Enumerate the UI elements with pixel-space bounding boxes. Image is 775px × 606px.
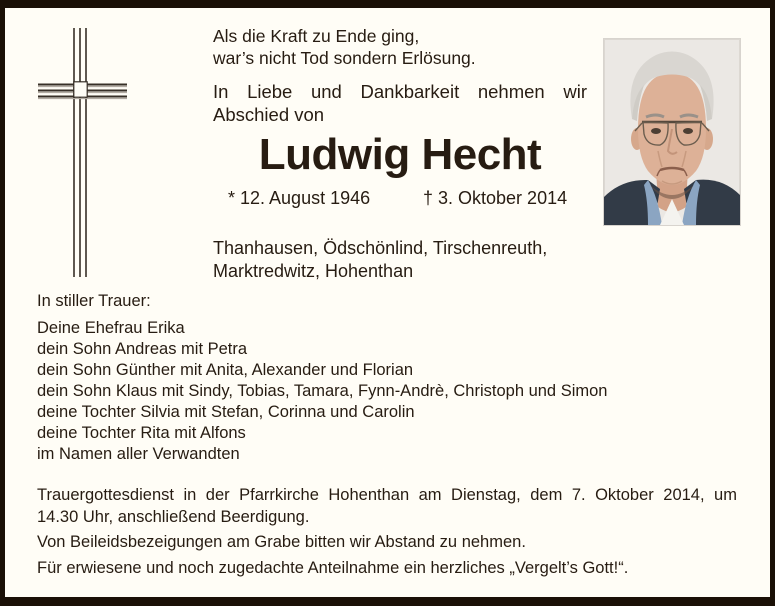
word: dem: [530, 486, 563, 504]
epigraph: [213, 25, 476, 69]
epigraph-line-2: war’s nicht Tod sondern Erlösung.: [213, 48, 476, 68]
word: und: [310, 81, 342, 102]
word: Trauergottesdienst: [37, 486, 174, 504]
portrait-photo: [603, 38, 741, 226]
birth-date: * 12. August 1946: [228, 188, 371, 208]
mourner-line: deine Tochter Rita mit Alfons: [37, 424, 246, 442]
word: am: [418, 486, 442, 504]
death-date: † 3. Oktober 2014: [423, 188, 568, 208]
word: Liebe: [247, 81, 293, 102]
frame-border-top: [0, 0, 775, 8]
word: Hohenthan: [328, 486, 410, 504]
epigraph-line-1: Als die Kraft zu Ende ging,: [213, 26, 420, 46]
word: um: [714, 486, 737, 504]
mourning-heading: In stiller Trauer:: [37, 292, 151, 310]
mourner-line: Deine Ehefrau Erika: [37, 319, 185, 337]
word: Oktober: [595, 486, 654, 504]
mourner-line: deine Tochter Silvia mit Stefan, Corinna und Carolin: [37, 403, 415, 421]
word: 2014,: [663, 486, 705, 504]
places: [213, 237, 547, 283]
thanks-note: Für erwiesene und noch zugedachte Anteilnahme ein herzliches „Vergelt’s Gott!“.: [37, 559, 629, 577]
mourner-line: dein Sohn Andreas mit Petra: [37, 340, 248, 358]
mourner-line: im Namen aller Verwandten: [37, 445, 240, 463]
frame-border-left: [0, 0, 5, 606]
mourner-line: dein Sohn Klaus mit Sindy, Tobias, Tamara, Fynn-Andrè, Christoph und Simon: [37, 382, 608, 400]
places-line-2: Marktredwitz, Hohenthan: [213, 261, 414, 281]
word: in: [183, 486, 197, 504]
intro-line-rest: Abschied von: [213, 104, 325, 125]
word: Dankbarkeit: [360, 81, 460, 102]
word: 7.: [571, 486, 586, 504]
service-line-rest: 14.30 Uhr, anschließend Beerdigung.: [37, 508, 310, 526]
word: Dienstag,: [451, 486, 521, 504]
frame-border-right: [770, 0, 775, 606]
condolence-note: Von Beileidsbezeigungen am Grabe bitten wir Abstand zu nehmen.: [37, 533, 526, 551]
mourners-list: [37, 318, 607, 465]
word: Pfarrkirche: [239, 486, 319, 504]
service-line-justified: [37, 484, 737, 506]
word: nehmen: [477, 81, 545, 102]
deceased-name: Ludwig Hecht: [258, 130, 542, 179]
word: In: [213, 81, 229, 102]
word: der: [205, 486, 230, 504]
word: wir: [563, 81, 587, 102]
intro-line-justified: [213, 80, 587, 103]
frame-border-bottom: [0, 597, 775, 606]
places-line-1: Thanhausen, Ödschönlind, Tirschenreuth,: [213, 238, 548, 258]
cross-icon: [33, 25, 130, 280]
mourner-line: dein Sohn Günther mit Anita, Alexander und Florian: [37, 361, 414, 379]
